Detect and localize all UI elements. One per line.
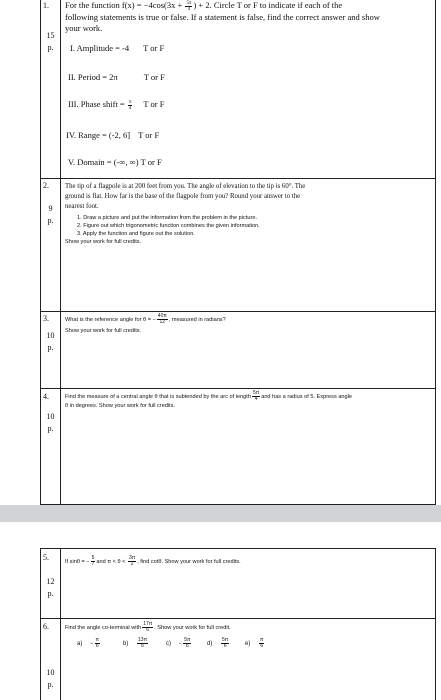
question-number: 1. [43, 1, 49, 10]
points-unit: p. [47, 424, 54, 433]
answer-choice-d[interactable]: d) $\frac{5\pi}{6}$ [207, 637, 229, 649]
statement-period: II. Period = 2π T or F [68, 72, 165, 82]
divider [40, 388, 436, 389]
points-unit: p. [47, 43, 54, 52]
question-text: Find the measure of a central angle θ that is subtended by the arc of length $\frac{5\pi}{4}$ and has a radius of 5. Express angle θ in degrees. Show your work for full credits. [65, 390, 353, 409]
answer-choice-b[interactable]: b) $\frac{13\pi}{6}$ [123, 637, 148, 649]
worksheet-page-2 [0, 522, 441, 700]
question-number: 4. [43, 392, 49, 401]
points-unit: p. [47, 589, 54, 598]
statement-domain: V. Domain = (-∞, ∞) T or F [68, 157, 162, 167]
instruction-steps: 1. Draw a picture and put the information from the problem in the picture. 2. Figure out which trigonometric function combines the given information. 3. Apply the function and figure out the solution. [77, 215, 260, 237]
points-unit: p. [47, 216, 54, 225]
answer-choice-a[interactable]: a) − $\frac{\pi}{6}$ [77, 637, 99, 649]
question-number: 2. [43, 181, 49, 190]
points-unit: p. [47, 680, 54, 689]
points-label [41, 411, 60, 435]
question-number: 5. [43, 553, 49, 562]
true-false-choice[interactable]: T or F [143, 99, 165, 109]
answer-choice-c[interactable]: c) − $\frac{5\pi}{6}$ [166, 637, 191, 649]
points-value: 10 [46, 331, 55, 340]
question-text: What is the reference angle for θ = − $\frac{40\pi}{12}$ , measured in radians? Show your work for full credits. [65, 313, 226, 334]
points-value: 15 [46, 31, 55, 40]
show-work-note: Show your work for full credits. [65, 239, 142, 245]
question-number: 6. [43, 622, 49, 631]
points-label [41, 330, 60, 354]
true-false-choice[interactable]: T or F [140, 157, 162, 167]
points-label [41, 576, 60, 600]
true-false-choice[interactable]: T or F [143, 72, 165, 82]
divider [435, 0, 436, 505]
points-unit: p. [47, 343, 54, 352]
question-text: Find the angle co-terminal with $\frac{17\pi}{6}$ . Show your work for full credit. [65, 621, 231, 633]
page-separator [0, 505, 441, 522]
question-text: For the function f(x) = −4cos(3x + $\frac{5\pi}{4}$ ) + 2. Circle T or F to indicate if each of the following statements is true or false. If a statement is false, find the correct answer and show your work. [65, 0, 380, 33]
points-value: 10 [46, 668, 55, 677]
statement-phase-shift: III. Phase shift = $\frac{\pi}{4}$ T or F [68, 99, 165, 111]
points-label [41, 667, 60, 691]
true-false-choice[interactable]: T or F [138, 130, 160, 140]
points-value: 10 [46, 412, 55, 421]
divider [60, 0, 61, 505]
divider [40, 618, 436, 619]
question-text: If sinθ = − $\frac{5}{7}$ and π < θ < $\frac{3\pi}{2}$ , find cotθ. Show your work for full credits. [65, 555, 241, 567]
true-false-choice[interactable]: T or F [143, 43, 165, 53]
divider [60, 548, 61, 700]
question-text: The tip of a flagpole is at 200 feet from you. The angle of elevation to the tip is 60°. The ground is flat. How far is the base of the flagpole from you? Round your answer to the nearest foot. [65, 183, 306, 210]
statement-amplitude: I. Amplitude = -4 T or F [70, 43, 165, 53]
points-label [41, 30, 60, 54]
statement-range: IV. Range = (-2, 6] T or F [66, 130, 160, 140]
divider [40, 548, 436, 549]
points-value: 12 [46, 577, 55, 586]
points-label [41, 203, 60, 227]
divider [40, 178, 436, 179]
divider [40, 311, 436, 312]
points-value: 9 [48, 204, 53, 213]
question-number: 3. [43, 314, 49, 323]
answer-choice-e[interactable]: e) $\frac{\pi}{6}$ [245, 637, 264, 649]
divider [435, 548, 436, 700]
